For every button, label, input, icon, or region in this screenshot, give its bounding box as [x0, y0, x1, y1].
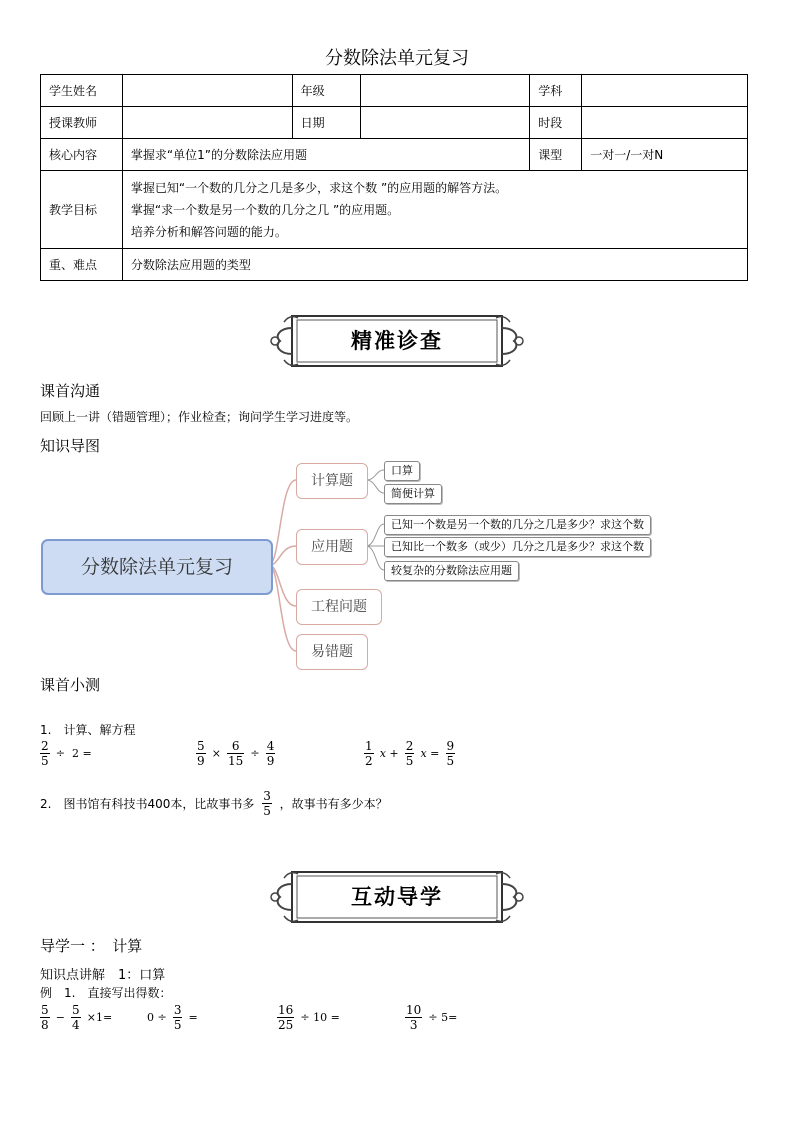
- communication-text: 回顾上一讲（错题管理）；作业检查；询问学生学习进度等。: [40, 410, 359, 424]
- banner-title: 互动导学: [351, 884, 443, 909]
- fraction: $\frac{4}{9}$: [266, 739, 275, 768]
- class-type-value: 一对一/一对N: [582, 139, 748, 171]
- date-label: 日期: [292, 107, 360, 139]
- section-banner: [266, 866, 528, 928]
- section-heading: 知识导图: [40, 437, 101, 455]
- section-heading: 课首小测: [40, 676, 101, 694]
- math-expression: $\frac{16}{25}$ ÷ 10 =: [278, 1003, 340, 1032]
- key-value: 分数除法应用题的类型: [122, 249, 747, 281]
- fraction: $\frac{1}{2}$: [365, 739, 373, 768]
- subject-label: 学科: [530, 75, 582, 107]
- math-expression: $\frac{1}{2}$ x + $\frac{2}{5}$ x = $\frac{9}{5}$: [365, 739, 455, 768]
- mindmap-leaf-apply2: 已知比一个数多（或少）几分之几是多少？求这个数: [384, 537, 651, 557]
- mindmap-branch-apply: 应用题: [296, 529, 368, 565]
- section-heading: 导学一 ： 计算: [40, 937, 143, 955]
- mindmap-leaf-simple: 简便计算: [384, 484, 442, 504]
- mindmap-leaf-apply3: 较复杂的分数除法应用题: [384, 561, 519, 581]
- quiz-question-1: 1. 计算、解方程: [40, 723, 136, 737]
- mindmap-leaf-oral: 口算: [384, 461, 420, 481]
- period-label: 时段: [530, 107, 582, 139]
- mindmap-leaf-apply1: 已知一个数是另一个数的几分之几是多少？求这个数: [384, 515, 651, 535]
- grade-label: 年级: [292, 75, 360, 107]
- fraction: $\frac{9}{5}$: [446, 739, 455, 768]
- quiz-question-2: 2. 图书馆有科技书400本，比故事书多 $\frac{3}{5}$ ，故事书有多少本？: [40, 789, 388, 818]
- goal-item: 掌握已知“一个数的几分之几是多少，求这个数 ”的应用题的解答方法。: [130, 180, 508, 195]
- fraction: $\frac{16}{25}$: [278, 1003, 294, 1032]
- math-expression: $\frac{10}{3}$ ÷ 5=: [406, 1003, 458, 1032]
- fraction: $\frac{3}{5}$: [263, 789, 271, 818]
- key-label: 重、难点: [41, 249, 123, 281]
- mindmap-branch-error: 易错题: [296, 634, 368, 670]
- knowledge-point: 知识点讲解 1：口算: [40, 968, 166, 983]
- core-value: 掌握求“单位1”的分数除法应用题: [122, 139, 529, 171]
- class-type-label: 课型: [530, 139, 582, 171]
- goal-item: 培养分析和解答问题的能力。: [130, 224, 287, 239]
- teacher-label: 授课教师: [41, 107, 123, 139]
- fraction: $\frac{6}{15}$: [228, 739, 244, 768]
- core-label: 核心内容: [41, 139, 123, 171]
- page-title: 分数除法单元复习: [325, 48, 469, 69]
- fraction: $\frac{5}{9}$: [197, 739, 205, 768]
- fraction: $\frac{3}{5}$: [173, 1003, 182, 1032]
- fraction: $\frac{5}{4}$: [72, 1003, 80, 1032]
- math-expression: $\frac{5}{8}$ − $\frac{5}{4}$ ×1=: [41, 1003, 113, 1032]
- banner-title: 精准诊查: [351, 328, 443, 353]
- mindmap-root: 分数除法单元复习: [41, 539, 273, 595]
- fraction: $\frac{10}{3}$: [406, 1003, 422, 1032]
- fraction: $\frac{5}{8}$: [41, 1003, 49, 1032]
- math-expression: $\frac{2}{5}$ ÷ 2 =: [41, 739, 92, 768]
- example-label: 例 1. 直接写出得数：: [40, 986, 172, 1000]
- goal-item: 掌握“求一个数是另一个数的几分之几 ”的应用题。: [130, 202, 400, 217]
- fraction: $\frac{2}{5}$: [405, 739, 414, 768]
- fraction: $\frac{2}{5}$: [41, 739, 49, 768]
- mindmap-branch-calc: 计算题: [296, 463, 368, 499]
- goals-label: 教学目标: [41, 171, 123, 249]
- mindmap-branch-work: 工程问题: [296, 589, 382, 625]
- math-expression: 0 ÷ $\frac{3}{5}$ =: [147, 1003, 198, 1032]
- section-heading: 课首沟通: [40, 382, 101, 400]
- student-name-label: 学生姓名: [41, 75, 123, 107]
- math-expression: $\frac{5}{9}$ × $\frac{6}{15}$ ÷ $\frac{4}{9}$: [197, 739, 275, 768]
